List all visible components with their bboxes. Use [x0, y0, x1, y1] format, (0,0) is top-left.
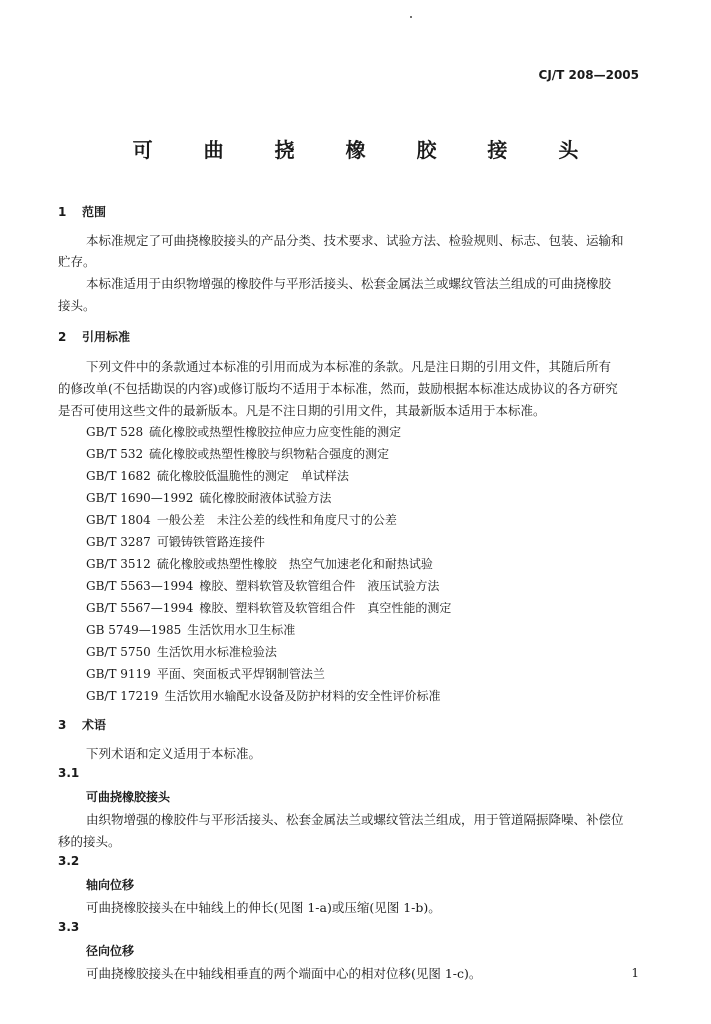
reference-title: 平面、突面板式平焊钢制管法兰: [156, 667, 325, 681]
reference-title: 橡胶、塑料软管及软管组合件 液压试验方法: [199, 579, 440, 593]
reference-title: 硫化橡胶低温脆性的测定 单试样法: [156, 469, 349, 483]
reference-code: GB/T 5563—1994: [86, 579, 194, 593]
reference-item: [86, 423, 401, 440]
reference-title: 可锻铸铁管路连接件: [156, 535, 265, 549]
section-1-heading: [58, 203, 106, 220]
section-2-heading: [58, 328, 130, 345]
reference-title: 硫化橡胶耐液体试验方法: [199, 491, 332, 505]
term-name: 径向位移: [86, 944, 135, 958]
reference-code: GB/T 3512: [86, 557, 151, 571]
reference-item: [86, 555, 433, 572]
reference-title: 橡胶、塑料软管及软管组合件 真空性能的测定: [199, 601, 452, 615]
section-number: 2: [58, 330, 67, 344]
reference-code: GB/T 528: [86, 425, 144, 439]
paragraph-line: 是否可使用这些文件的最新版本。凡是不注日期的引用文件，其最新版本适用于本标准。: [58, 403, 546, 418]
paragraph-line: 本标准规定了可曲挠橡胶接头的产品分类、技术要求、试验方法、检验规则、标志、包装、运输和: [86, 233, 624, 248]
definition-line: 可曲挠橡胶接头在中轴线相垂直的两个端面中心的相对位移(见图 1-c)。: [86, 966, 482, 981]
term-number: 3.3: [58, 920, 80, 934]
reference-title: 硫化橡胶或热塑性橡胶与织物粘合强度的测定: [149, 447, 390, 461]
reference-item: [86, 643, 277, 660]
paragraph-line: 贮存。: [58, 254, 96, 269]
reference-code: GB/T 9119: [86, 667, 151, 681]
reference-item: [86, 687, 440, 704]
definition-line: 可曲挠橡胶接头在中轴线上的伸长(见图 1-a)或压缩(见图 1-b)。: [86, 900, 441, 915]
section-3-heading: [58, 716, 106, 733]
document-title: 可 曲 挠 橡 胶 接 头: [132, 138, 601, 162]
reference-item: [86, 467, 349, 484]
paragraph-line: 下列术语和定义适用于本标准。: [86, 746, 262, 761]
paragraph-line: 下列文件中的条款通过本标准的引用而成为本标准的条款。凡是注日期的引用文件，其随后所有: [86, 359, 612, 374]
section-title: 术语: [82, 718, 107, 732]
reference-item: [86, 599, 451, 616]
reference-title: 硫化橡胶或热塑性橡胶拉伸应力应变性能的测定: [149, 425, 402, 439]
definition-line: 移的接头。: [58, 834, 121, 849]
reference-item: [86, 445, 389, 462]
term-number: 3.1: [58, 766, 80, 780]
paragraph-line: 接头。: [58, 298, 96, 313]
reference-item: [86, 533, 265, 550]
section-title: 引用标准: [82, 330, 131, 344]
section-title: 范围: [82, 205, 107, 219]
reference-title: 生活饮用水卫生标准: [187, 623, 296, 637]
paragraph-line: 的修改单(不包括勘误的内容)或修订版均不适用于本标准，然而，鼓励根据本标准达成协议的各方研究: [58, 381, 618, 396]
reference-code: GB/T 17219: [86, 689, 159, 703]
reference-code: GB/T 532: [86, 447, 144, 461]
paragraph-line: 本标准适用于由织物增强的橡胶件与平形活接头、松套金属法兰或螺纹管法兰组成的可曲挠橡胶: [86, 276, 612, 291]
term-name: 可曲挠橡胶接头: [86, 790, 171, 804]
scan-speck: [410, 16, 412, 18]
reference-title: 生活饮用水标准检验法: [156, 645, 277, 659]
reference-item: [86, 665, 325, 682]
reference-code: GB/T 1690—1992: [86, 491, 194, 505]
page-number: 1: [631, 966, 639, 980]
definition-line: 由织物增强的橡胶件与平形活接头、松套金属法兰或螺纹管法兰组成，用于管道隔振降噪、补偿位: [86, 812, 624, 827]
reference-code: GB 5749—1985: [86, 623, 182, 637]
reference-item: [86, 621, 295, 638]
standard-code: CJ/T 208—2005: [538, 68, 639, 82]
term-number: 3.2: [58, 854, 80, 868]
reference-code: GB/T 1682: [86, 469, 151, 483]
reference-code: GB/T 5750: [86, 645, 151, 659]
reference-title: 生活饮用水输配水设备及防护材料的安全性评价标准: [164, 689, 441, 703]
section-number: 1: [58, 205, 67, 219]
reference-item: [86, 489, 331, 506]
reference-item: [86, 511, 397, 528]
reference-item: [86, 577, 439, 594]
reference-title: 一般公差 未注公差的线性和角度尺寸的公差: [156, 513, 397, 527]
term-name: 轴向位移: [86, 878, 135, 892]
reference-code: GB/T 5567—1994: [86, 601, 194, 615]
reference-code: GB/T 3287: [86, 535, 151, 549]
reference-title: 硫化橡胶或热塑性橡胶 热空气加速老化和耐热试验: [156, 557, 433, 571]
section-number: 3: [58, 718, 67, 732]
reference-code: GB/T 1804: [86, 513, 151, 527]
